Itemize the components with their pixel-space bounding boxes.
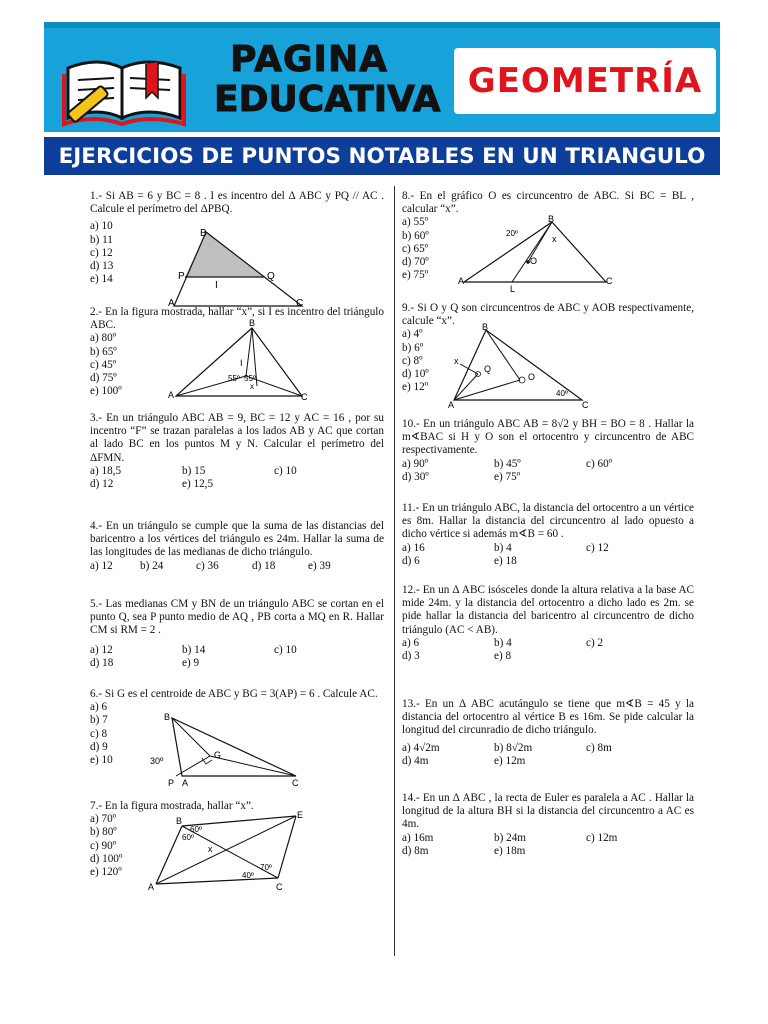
option: b) 80º bbox=[90, 826, 117, 839]
fig-label: B bbox=[200, 228, 207, 239]
exercise-13-statement: 13.- En un Δ ABC acutángulo se tiene que m∢B = 45 y la distancia del ortocentro al vértice B es 16m. Se pide calcular la longitud del circunradio de dicho triángulo. bbox=[402, 698, 694, 737]
option: d) 10º bbox=[402, 368, 429, 381]
exercise-4 bbox=[90, 520, 384, 573]
option: c) 8m bbox=[586, 741, 612, 754]
fig-label: 40º bbox=[556, 389, 568, 398]
exercise-14 bbox=[402, 792, 694, 858]
fig-label: A bbox=[168, 390, 175, 400]
fig-label: I bbox=[240, 358, 243, 368]
exercise-7 bbox=[90, 800, 384, 892]
option: d) 13 bbox=[90, 260, 114, 273]
fig-label: A bbox=[458, 276, 465, 286]
option: e) 8 bbox=[494, 650, 512, 663]
option: e) 18m bbox=[494, 844, 526, 857]
option: c) 2 bbox=[586, 636, 604, 649]
subject-label: GEOMETRÍA bbox=[467, 61, 703, 101]
option: e) 39 bbox=[308, 559, 331, 572]
option: b) 7 bbox=[90, 714, 108, 727]
option: d) 100º bbox=[90, 852, 123, 865]
fig-label: B bbox=[249, 318, 256, 328]
option: a) 70º bbox=[90, 813, 117, 826]
fig-label: x bbox=[208, 844, 213, 854]
fig-label: A bbox=[182, 778, 189, 788]
option: a) 18,5 bbox=[90, 464, 122, 477]
option: d) 12 bbox=[90, 478, 114, 491]
option: c) 12 bbox=[586, 541, 609, 554]
option: a) 4√2m bbox=[402, 741, 440, 754]
option: d) 6 bbox=[402, 554, 420, 567]
option: b) 24m bbox=[494, 831, 527, 844]
fig-label: A bbox=[448, 400, 455, 410]
fig-label: 60º bbox=[190, 825, 202, 834]
fig-label: L bbox=[510, 284, 516, 294]
exercise-5-options bbox=[90, 644, 384, 657]
fig-label: O bbox=[528, 372, 536, 382]
exercise-10 bbox=[402, 418, 694, 484]
option: e) 9 bbox=[182, 656, 200, 669]
option: a) 6 bbox=[402, 636, 420, 649]
exercise-9-statement: 9.- Si O y Q son circuncentros de ABC y AOB respectivamente, calcule “x”. bbox=[402, 302, 694, 328]
exercise-7-statement: 7.- En la figura mostrada, hallar “x”. bbox=[90, 800, 254, 812]
exercise-1 bbox=[90, 190, 384, 309]
option: e) 12,5 bbox=[182, 478, 214, 491]
option: a) 6 bbox=[90, 701, 108, 714]
option: e) 120º bbox=[90, 866, 122, 879]
fig-label: x bbox=[552, 234, 557, 244]
option: d) 18 bbox=[252, 559, 276, 572]
option: e) 18 bbox=[494, 554, 517, 567]
option: e) 14 bbox=[90, 273, 113, 286]
fig-label: 55º bbox=[228, 374, 240, 383]
fig-label: I bbox=[215, 280, 218, 291]
option: a) 80º bbox=[90, 332, 117, 345]
exercise-8-statement: 8.- En el gráfico O es circuncentro de ABC. Si BC = BL , calcular “x”. bbox=[402, 190, 694, 216]
option: b) 14 bbox=[182, 643, 206, 656]
fig-label: Q bbox=[267, 271, 275, 282]
option: c) 36 bbox=[196, 559, 219, 572]
exercise-12 bbox=[402, 584, 694, 663]
option: e) 100º bbox=[90, 385, 122, 398]
exercise-7-figure bbox=[146, 810, 316, 890]
brand-line-1: PAGINA bbox=[230, 39, 388, 80]
exercise-5-statement: 5.- Las medianas CM y BN de un triángulo ABC se cortan en el punto Q, sea P punto medio de AQ , PB corta a MQ en R. Hallar CM si RM = 2 . bbox=[90, 598, 384, 637]
option: c) 8 bbox=[90, 727, 108, 740]
exercise-11-statement: 11.- En un triángulo ABC, la distancia del ortocentro a un vértice es 8m. Hallar la distancia del circuncentro al lado opuesto a dicho vértice si además m∢B = 60 . bbox=[402, 502, 694, 541]
subject-box bbox=[454, 48, 716, 114]
column-divider bbox=[394, 186, 395, 956]
fig-label: G bbox=[214, 750, 222, 760]
option: a) 4º bbox=[402, 328, 423, 341]
option: a) 12 bbox=[90, 643, 113, 656]
option: b) 8√2m bbox=[494, 741, 533, 754]
option: c) 10 bbox=[274, 643, 297, 656]
option: b) 4 bbox=[494, 541, 512, 554]
option: b) 45º bbox=[494, 457, 521, 470]
fig-label: P bbox=[178, 271, 185, 282]
option: c) 45º bbox=[90, 358, 117, 371]
exercise-9-figure bbox=[448, 324, 608, 408]
title-bar bbox=[44, 137, 720, 175]
fig-label: B bbox=[164, 712, 171, 722]
fig-label: B bbox=[176, 816, 183, 826]
option: e) 10 bbox=[90, 754, 113, 767]
option: e) 75º bbox=[402, 269, 429, 282]
fig-label: C bbox=[606, 276, 613, 286]
exercise-1-figure bbox=[170, 228, 310, 308]
exercise-3-options bbox=[90, 465, 384, 478]
exercise-6-figure bbox=[146, 712, 306, 788]
exercise-9 bbox=[402, 302, 694, 410]
option: a) 90º bbox=[402, 457, 429, 470]
option: d) 9 bbox=[90, 740, 108, 753]
brand-line-2: EDUCATIVA bbox=[214, 79, 441, 120]
brand-name bbox=[214, 39, 441, 120]
option: d) 70º bbox=[402, 256, 429, 269]
exercise-14-statement: 14.- En un Δ ABC , la recta de Euler es paralela a AC . Hallar la longitud de la altura BH si la distancia del circuncentro a AC es 4m. bbox=[402, 792, 694, 831]
book-logo-icon bbox=[58, 38, 188, 128]
option: a) 10 bbox=[90, 220, 113, 233]
fig-label: C bbox=[276, 882, 283, 892]
exercise-6-statement: 6.- Si G es el centroide de ABC y BG = 3(AP) = 6 . Calcule AC. bbox=[90, 688, 378, 700]
fig-label: A bbox=[168, 298, 175, 309]
option: d) 8m bbox=[402, 844, 429, 857]
option: a) 16 bbox=[402, 541, 425, 554]
fig-label: x bbox=[454, 356, 459, 366]
fig-label: 70º bbox=[260, 863, 272, 872]
exercise-8-figure bbox=[456, 214, 626, 294]
option: b) 11 bbox=[90, 233, 113, 246]
fig-label: 20º bbox=[506, 229, 518, 238]
option: d) 18 bbox=[90, 656, 114, 669]
exercise-5 bbox=[90, 598, 384, 670]
exercise-8 bbox=[402, 190, 694, 294]
exercise-4-options bbox=[90, 560, 384, 573]
option: e) 12º bbox=[402, 381, 429, 394]
option: b) 4 bbox=[494, 636, 512, 649]
exercise-2-statement: 2.- En la figura mostrada, hallar “x”, si I es incentro del triángulo ABC. bbox=[90, 306, 384, 332]
exercise-2 bbox=[90, 306, 384, 402]
option: b) 24 bbox=[140, 559, 164, 572]
option: d) 4m bbox=[402, 754, 429, 767]
option: d) 30º bbox=[402, 470, 429, 483]
option: c) 90º bbox=[90, 839, 117, 852]
option: c) 8º bbox=[402, 354, 423, 367]
fig-label: C bbox=[301, 392, 308, 402]
option: b) 15 bbox=[182, 464, 206, 477]
option: c) 12 bbox=[90, 246, 113, 259]
page-title: EJERCICIOS DE PUNTOS NOTABLES EN UN TRIANGULO bbox=[58, 143, 706, 169]
option: a) 55º bbox=[402, 216, 429, 229]
exercise-10-statement: 10.- En un triángulo ABC AB = 8√2 y BH = BO = 8 . Hallar la m∢BAC si H y O son el ortocentro y circuncentro de ABC respectivamente. bbox=[402, 418, 694, 457]
option: c) 10 bbox=[274, 464, 297, 477]
option: b) 6º bbox=[402, 341, 424, 354]
fig-label: 60º bbox=[182, 833, 194, 842]
fig-label: 40º bbox=[242, 871, 254, 880]
fig-label: Q bbox=[484, 364, 492, 374]
exercise-1-statement: 1.- Si AB = 6 y BC = 8 . I es incentro del Δ ABC y PQ // AC . Calcule el perímetro del ΔPBQ. bbox=[90, 190, 384, 216]
option: b) 65º bbox=[90, 345, 117, 358]
exercise-12-options bbox=[402, 637, 694, 650]
fig-label: C bbox=[296, 298, 304, 309]
option: a) 16m bbox=[402, 831, 434, 844]
option: b) 60º bbox=[402, 229, 429, 242]
exercise-6 bbox=[90, 688, 384, 788]
fig-label: B bbox=[482, 322, 489, 332]
option: e) 75º bbox=[494, 470, 521, 483]
exercise-12-statement: 12.- En un Δ ABC isósceles donde la altura relativa a la base AC mide 24m. y la distancia del ortocentro a dicho lado es 2m. se pide hallar la distancia del baricentro al circuncentro de dicho triángulo (AC < AB). bbox=[402, 584, 694, 636]
option: c) 65º bbox=[402, 242, 429, 255]
fig-label: C bbox=[292, 778, 299, 788]
exercise-2-figure bbox=[170, 318, 310, 400]
exercise-13-options bbox=[402, 742, 694, 755]
option: d) 75º bbox=[90, 372, 117, 385]
option: c) 60º bbox=[586, 457, 613, 470]
exercise-3 bbox=[90, 412, 384, 491]
exercise-10-options bbox=[402, 458, 694, 471]
exercise-11-options bbox=[402, 542, 694, 555]
fig-label: 30º bbox=[150, 756, 164, 766]
fig-label: C bbox=[582, 400, 589, 410]
fig-label: B bbox=[548, 214, 555, 224]
option: a) 12 bbox=[90, 559, 113, 572]
fig-label: 55º bbox=[244, 374, 256, 383]
fig-label: x bbox=[250, 382, 254, 391]
option: e) 12m bbox=[494, 754, 526, 767]
fig-label: O bbox=[530, 256, 538, 266]
option: d) 3 bbox=[402, 650, 420, 663]
option: c) 12m bbox=[586, 831, 618, 844]
fig-label: E bbox=[297, 810, 304, 820]
exercise-14-options bbox=[402, 832, 694, 845]
page-header bbox=[44, 22, 720, 132]
exercise-4-statement: 4.- En un triángulo se cumple que la suma de las distancias del baricentro a los vértices del triángulo es 24m. Hallar la suma de las longitudes de las medianas de dicho triángulo. bbox=[90, 520, 384, 559]
exercise-11 bbox=[402, 502, 694, 568]
fig-label: P bbox=[168, 778, 175, 788]
exercise-13 bbox=[402, 698, 694, 768]
exercise-3-statement: 3.- En un triángulo ABC AB = 9, BC = 12 y AC = 16 , por su incentro “F” se trazan paralelas a los lados AB y AC que cortan al lado BC en los puntos M y N. Calcular el perímetro del ΔFMN. bbox=[90, 412, 384, 464]
fig-label: A bbox=[148, 882, 155, 892]
